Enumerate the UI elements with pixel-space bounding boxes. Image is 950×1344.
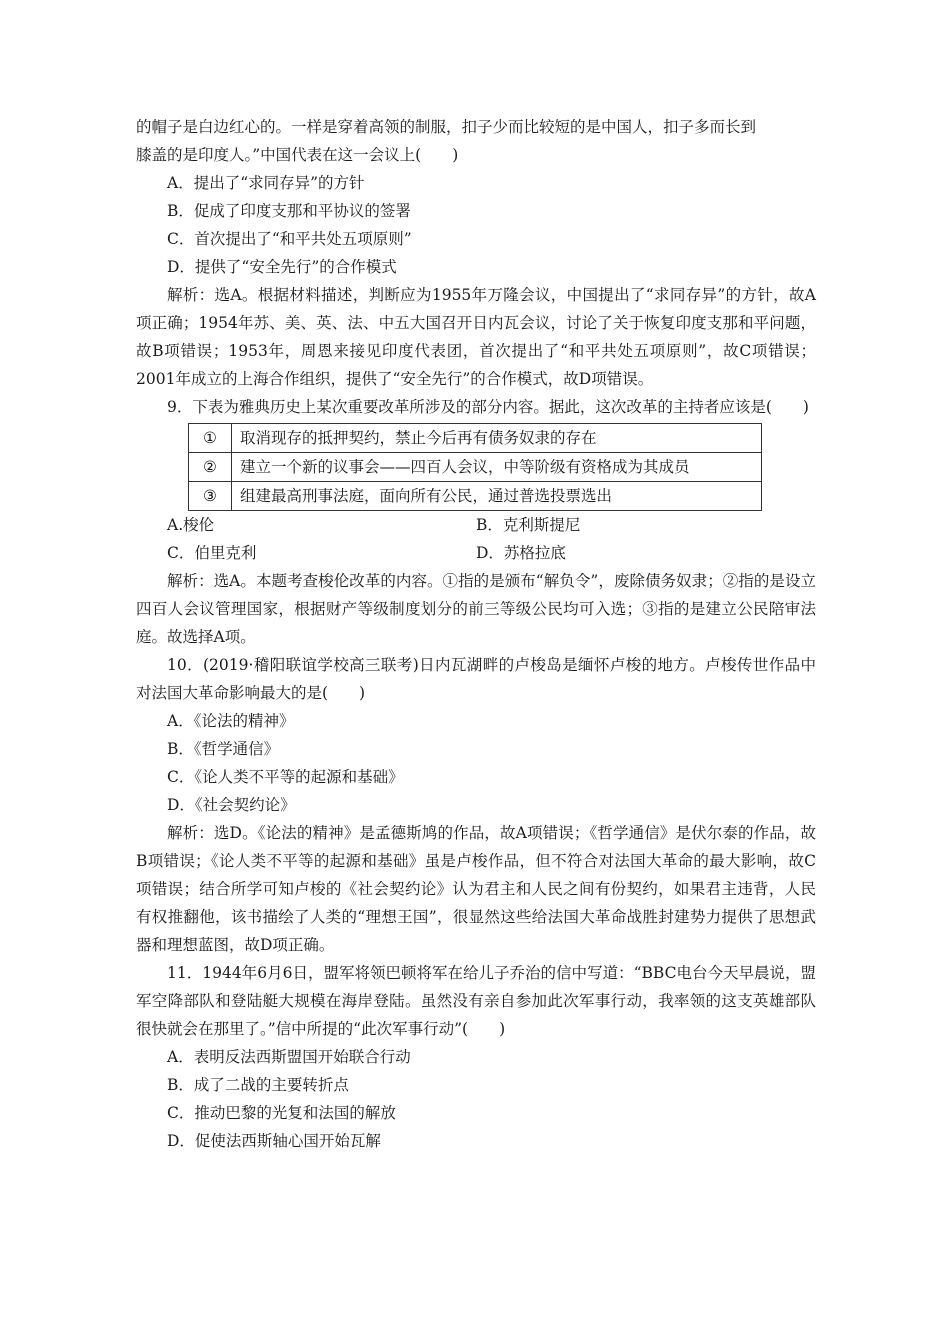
question-10-option-a: A．《论法的精神》 [167, 712, 295, 730]
table-cell-text: 取消现存的抵押契约，禁止今后再有债务奴隶的存在 [232, 424, 762, 453]
question-9-option-a: A.梭伦 [167, 516, 215, 534]
question-10 [136, 651, 816, 959]
table-row [189, 453, 762, 482]
question-8 [136, 113, 816, 393]
document-page [136, 113, 816, 1155]
question-8-stem-line-2: 膝盖的是印度人。”中国代表在这一会议上( ) [136, 146, 459, 164]
question-9-analysis: 解析：选A。本题考查梭伦改革的内容。①指的是颁布“解负令”，废除债务奴隶；②指的是设立四百人会议管理国家，根据财产等级制度划分的前三等级公民均可入选；③指的是建立公民陪审法庭。故选择A项。 [136, 572, 816, 646]
question-9-option-b: B．克利斯提尼 [476, 516, 581, 534]
question-9 [136, 393, 816, 651]
question-9-option-c: C．伯里克利 [167, 544, 257, 562]
table-row [189, 424, 762, 453]
question-11-option-a: A．表明反法西斯盟国开始联合行动 [167, 1048, 411, 1066]
table-cell-num: ③ [189, 482, 232, 511]
question-9-options-row-1 [136, 511, 816, 539]
question-10-option-d: D．《社会契约论》 [167, 796, 296, 814]
question-10-analysis: 解析：选D。《论法的精神》是孟德斯鸠的作品，故A项错误；《哲学通信》是伏尔泰的作品，故B项错误；《论人类不平等的起源和基础》虽是卢梭作品，但不符合对法国大革命的最大影响，故C项错误；结合所学可知卢梭的《社会契约论》认为君主和人民之间有份契约，如果君主违背，人民有权推翻他，该书描绘了人类的“理想王国”，很显然这些给法国大革命战胜封建势力提供了思想武器和理想蓝图，故D项正确。 [136, 824, 816, 954]
table-cell-num: ① [189, 424, 232, 453]
reform-content-table [188, 423, 762, 511]
question-8-option-b: B．促成了印度支那和平协议的签署 [167, 202, 411, 220]
table-cell-text: 建立一个新的议事会——四百人会议，中等阶级有资格成为其成员 [232, 453, 762, 482]
question-9-option-d: D．苏格拉底 [476, 544, 566, 562]
question-8-stem-line-1: 的帽子是白边红心的。一样是穿着高领的制服，扣子少而比较短的是中国人，扣子多而长到 [136, 118, 757, 136]
question-8-option-a: A．提出了“求同存异”的方针 [167, 174, 365, 192]
question-9-options-row-2 [136, 539, 816, 567]
question-10-option-c: C．《论人类不平等的起源和基础》 [167, 768, 404, 786]
question-11-option-d: D．促使法西斯轴心国开始瓦解 [167, 1132, 381, 1150]
table-cell-text: 组建最高刑事法庭，面向所有公民，通过普选投票选出 [232, 482, 762, 511]
question-11 [136, 959, 816, 1155]
table-cell-num: ② [189, 453, 232, 482]
question-10-option-b: B．《哲学通信》 [167, 740, 280, 758]
question-9-stem: 9．下表为雅典历史上某次重要改革所涉及的部分内容。据此，这次改革的主持者应该是( ) [167, 398, 809, 416]
question-10-stem: 10．(2019·稽阳联谊学校高三联考)日内瓦湖畔的卢梭岛是缅怀卢梭的地方。卢梭传世作品中对法国大革命影响最大的是( ) [136, 656, 816, 702]
question-11-option-b: B．成了二战的主要转折点 [167, 1076, 349, 1094]
question-8-analysis: 解析：选A。根据材料描述，判断应为1955年万隆会议，中国提出了“求同存异”的方针，故A项正确；1954年苏、美、英、法、中五大国召开日内瓦会议，讨论了关于恢复印度支那和平问题，故B项错误；1953年，周恩来接见印度代表团，首次提出了“和平共处五项原则”，故C项错误；2001年成立的上海合作组织，提供了“安全先行”的合作模式，故D项错误。 [136, 286, 816, 388]
question-8-option-d: D．提供了“安全先行”的合作模式 [167, 258, 397, 276]
question-11-stem: 11．1944年6月6日，盟军将领巴顿将军在给儿子乔治的信中写道：“BBC电台今天早晨说，盟军空降部队和登陆艇大规模在海岸登陆。虽然没有亲自参加此次军事行动，我率领的这支英雄部队很快就会在那里了。”信中所提的“此次军事行动”( ) [136, 964, 816, 1038]
table-row [189, 482, 762, 511]
question-8-option-c: C．首次提出了“和平共处五项原则” [167, 230, 412, 248]
question-11-option-c: C．推动巴黎的光复和法国的解放 [167, 1104, 396, 1122]
